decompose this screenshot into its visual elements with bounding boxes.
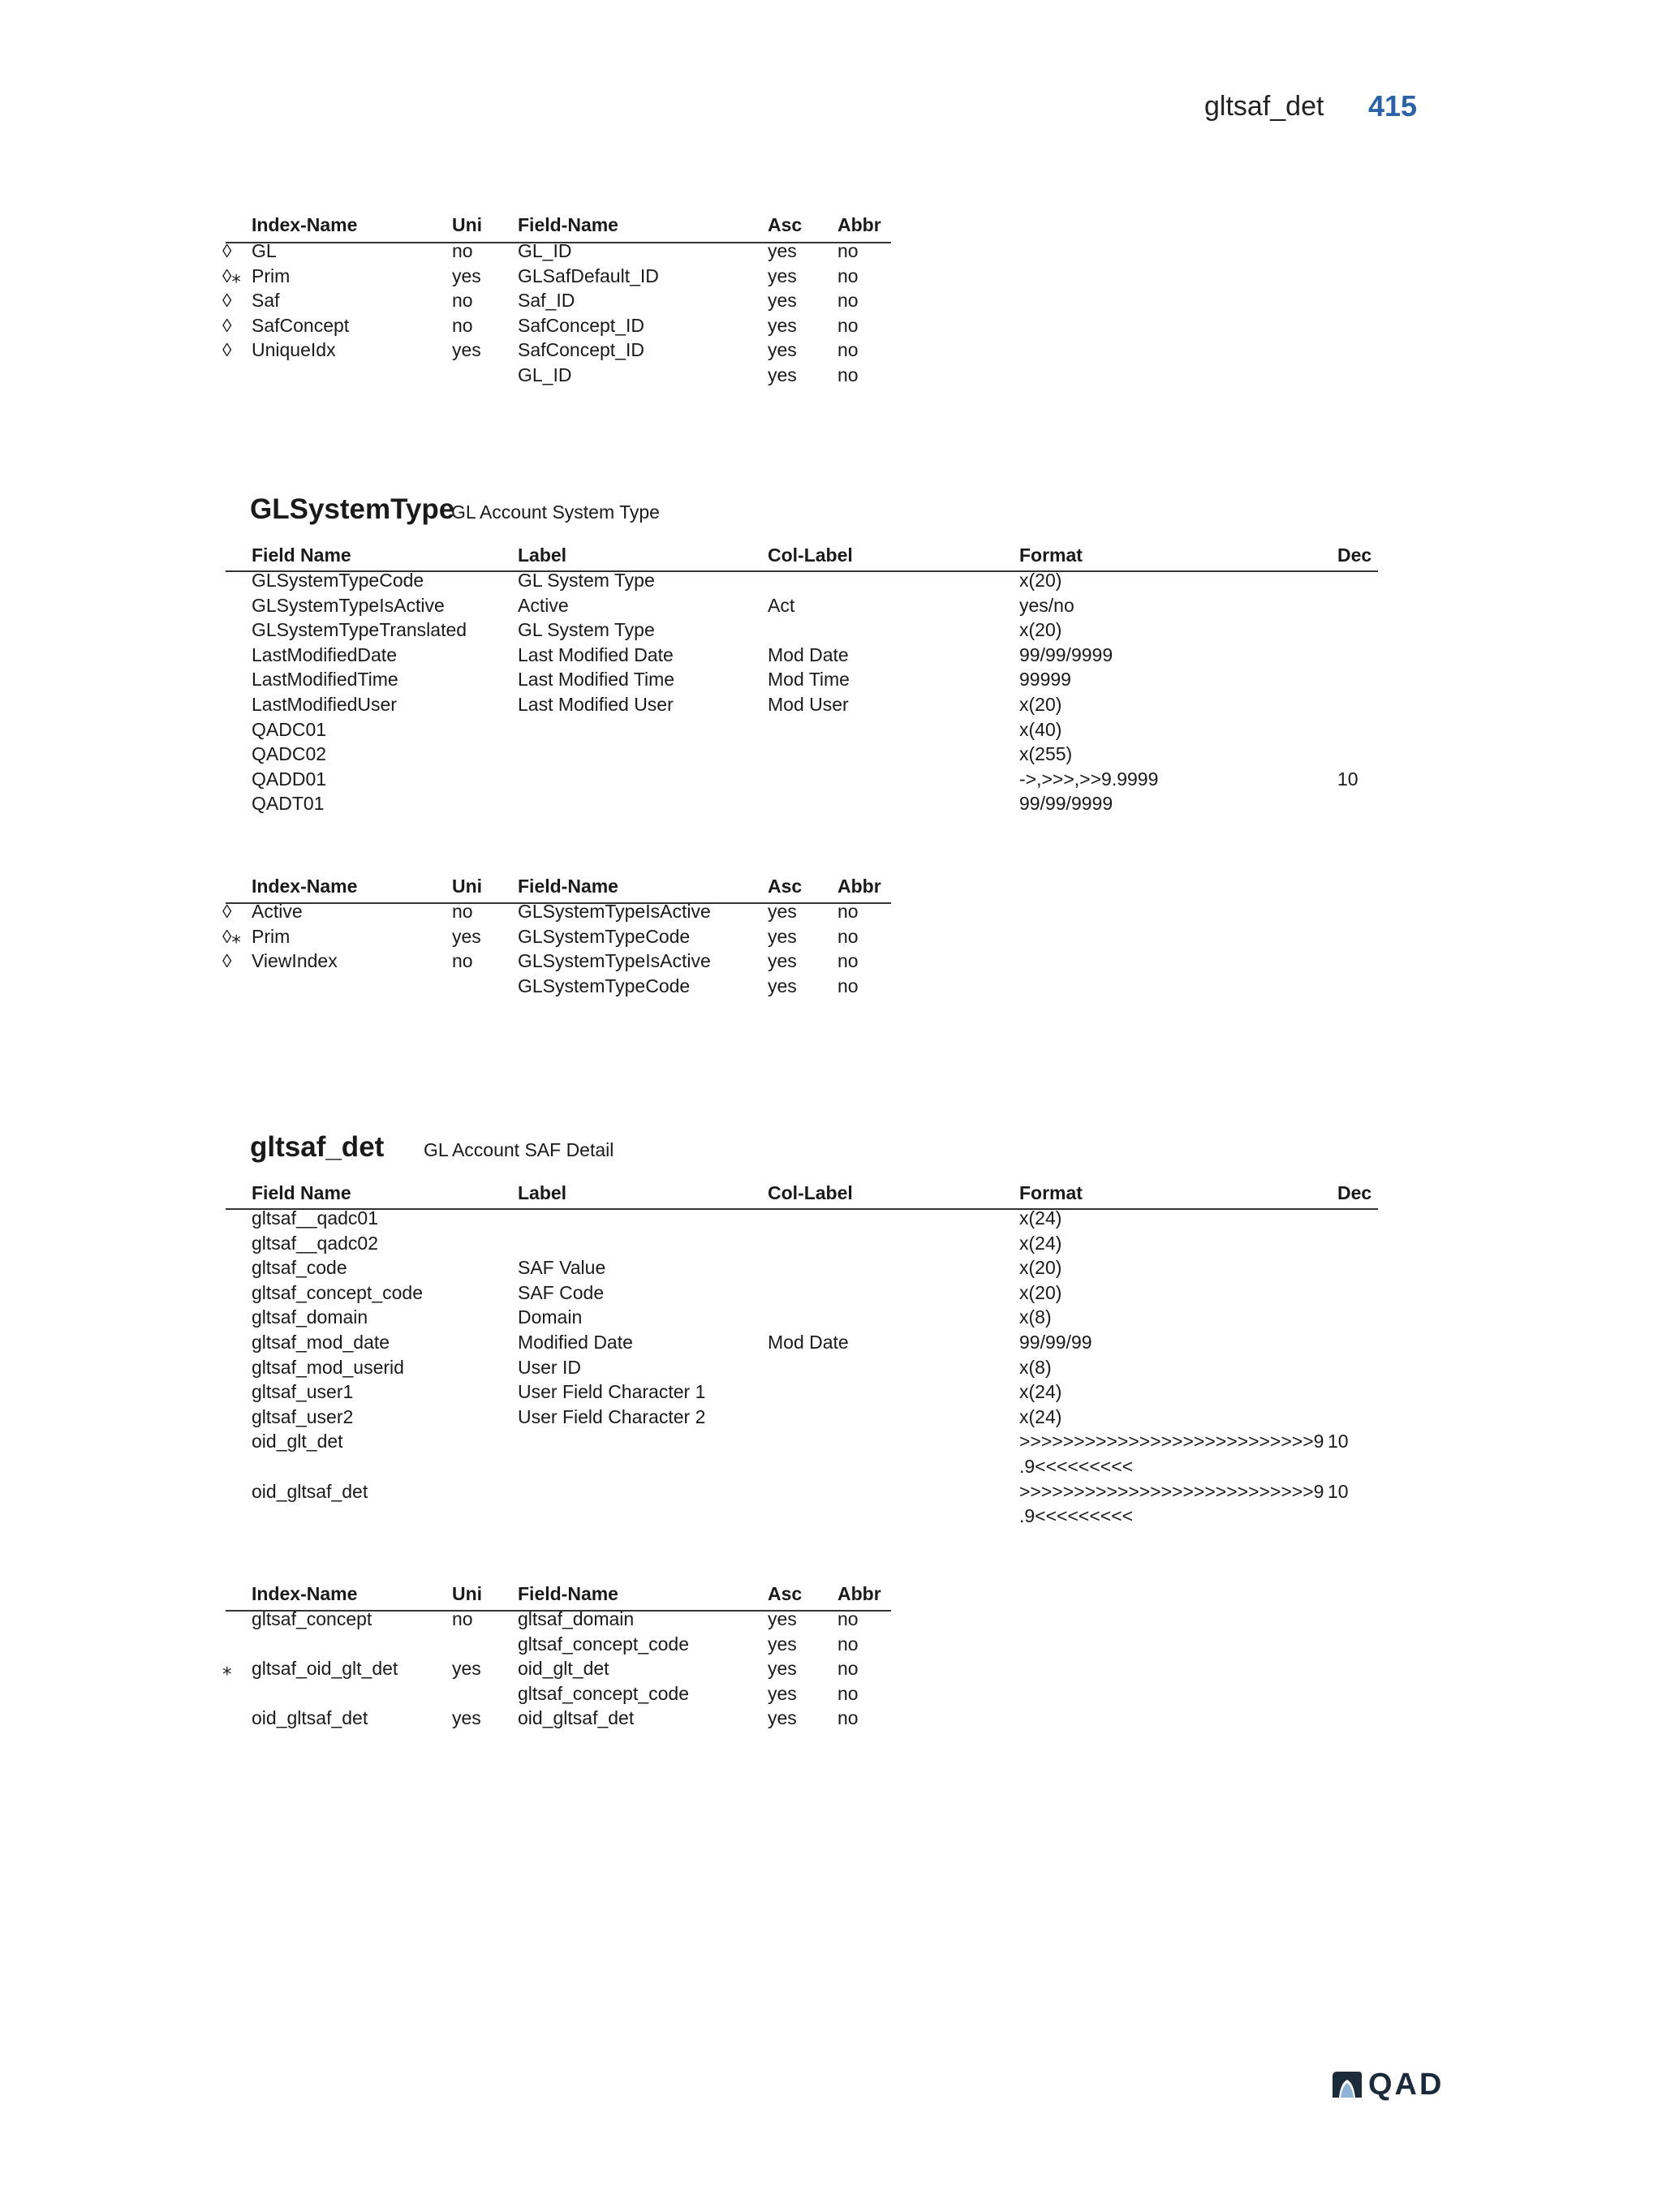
index-abbr: no [837,364,859,385]
index-abbr: no [837,290,859,312]
field-name: LastModifiedDate [252,643,397,665]
index-row [222,1656,891,1681]
field-row [226,1479,1376,1504]
index-row [226,363,891,388]
col-asc: Asc [768,1583,803,1604]
col-uni: Uni [452,876,483,897]
col-field-name: Field-Name [518,214,618,235]
field-name: oid_glt_det [252,1431,343,1452]
field-label: Domain [518,1306,583,1328]
field-col-label: Act [768,594,795,616]
index-row [226,1632,891,1657]
index-asc: yes [768,1707,797,1729]
index-name: gltsaf_concept [252,1608,372,1629]
field-format: x(20) [1019,1257,1062,1279]
field-name: gltsaf_code [252,1257,347,1279]
index-asc: yes [768,925,797,947]
field-row [226,791,1376,816]
index-field-name: GL_ID [518,364,572,385]
index-abbr: no [837,265,859,286]
field-row [226,1429,1376,1454]
index-abbr: no [837,1633,859,1655]
index-unique: no [452,240,473,261]
index-field-name: oid_glt_det [518,1658,609,1680]
index-row [226,1607,891,1632]
index-row [222,313,891,338]
field-format: x(20) [1019,1281,1062,1303]
field-name: gltsaf_mod_userid [252,1356,404,1378]
index-asc: yes [768,1682,797,1704]
field-label: Modified Date [518,1331,633,1353]
index-name: oid_gltsaf_det [252,1707,368,1729]
field-dec: 10 [1328,1480,1349,1502]
field-format: x(8) [1019,1306,1052,1328]
field-row [226,1305,1376,1330]
field-table-glsystemtype-body [226,568,1376,816]
index-marker: ◊ [222,339,232,361]
field-table-header [226,543,1376,568]
field-label: Active [518,594,569,616]
field-table-gltsaf-det-body [226,1206,1376,1529]
field-format: x(24) [1019,1381,1062,1403]
index-name: Prim [252,265,291,286]
field-name: oid_gltsaf_det [252,1480,368,1502]
field-format-continuation: .9<<<<<<<<< [1019,1455,1134,1477]
index-abbr: no [837,901,859,922]
field-name: QADC02 [252,743,327,765]
table-desc-gltsaf-det: GL Account SAF Detail [424,1139,614,1160]
index-row [222,239,891,264]
index-abbr: no [837,925,859,947]
index-row [226,974,891,999]
field-label: Last Modified User [518,693,674,715]
field-name: GLSystemTypeCode [252,570,424,591]
field-row [226,1280,1376,1306]
index-table-header [226,874,891,899]
field-name: LastModifiedTime [252,669,398,691]
field-format-continuation: .9<<<<<<<<< [1019,1505,1134,1527]
index-unique: no [452,314,473,336]
col-abbr: Abbr [837,876,881,897]
index-abbr: no [837,314,859,336]
index-marker: ◊ [222,950,232,972]
index-field-name: gltsaf_domain [518,1608,635,1629]
field-format: 99/99/9999 [1019,793,1113,815]
index-marker: ◊ [222,290,232,312]
index-unique: yes [452,1658,481,1680]
field-label: Last Modified Time [518,669,675,691]
field-dec: 10 [1337,768,1358,790]
field-name: QADT01 [252,793,325,815]
index-table-header [226,1582,891,1607]
index-asc: yes [768,975,797,996]
col-format: Format [1019,1182,1083,1203]
field-row [226,667,1376,692]
index-table-glsystemtype [226,874,891,899]
index-abbr: no [837,1608,859,1629]
col-dec: Dec [1337,544,1372,566]
index-abbr: no [837,950,859,972]
index-field-name: SafConcept_ID [518,339,644,361]
table-title-glsystemtype: GLSystemType [250,493,455,525]
field-format: x(40) [1019,718,1062,740]
index-field-name: GLSystemTypeCode [518,925,691,947]
field-row [226,643,1376,668]
col-abbr: Abbr [837,214,881,235]
field-name: GLSystemTypeIsActive [252,594,445,616]
qad-logo [1331,2069,1444,2100]
field-row [226,1255,1376,1280]
col-index-name: Index-Name [252,214,358,235]
field-format: >>>>>>>>>>>>>>>>>>>>>>>>>>>9 [1019,1431,1324,1452]
index-asc: yes [768,240,797,261]
index-unique: yes [452,339,481,361]
field-format: x(255) [1019,743,1073,765]
col-format: Format [1019,544,1083,566]
col-dec: Dec [1337,1182,1372,1203]
index-table-glsystemtype-body [222,899,891,998]
index-table-header [226,213,891,238]
field-name: gltsaf_domain [252,1306,368,1328]
col-index-name: Index-Name [252,1583,358,1604]
col-label: Label [518,544,567,566]
field-row [226,717,1376,742]
field-label: SAF Code [518,1281,605,1303]
field-format: x(20) [1019,570,1062,591]
field-label: User Field Character 2 [518,1405,706,1427]
field-name: gltsaf_user2 [252,1405,354,1427]
index-name: Prim [252,925,291,947]
field-dec: 10 [1328,1431,1349,1452]
index-field-name: GLSystemTypeIsActive [518,950,711,972]
field-name: gltsaf__qadc01 [252,1207,379,1229]
index-marker: ◊ [222,314,232,336]
field-label: User ID [518,1356,581,1378]
field-row [226,1355,1376,1380]
index-abbr: no [837,1658,859,1680]
field-format: >>>>>>>>>>>>>>>>>>>>>>>>>>>9 [1019,1480,1324,1502]
field-name: GLSystemTypeTranslated [252,619,467,641]
index-name: SafConcept [252,314,350,336]
field-name: QADC01 [252,718,327,740]
field-format: ->,>>>,>>9.9999 [1019,768,1159,790]
field-format: x(24) [1019,1207,1062,1229]
index-field-name: GL_ID [518,240,572,261]
index-field-name: GLSafDefault_ID [518,265,659,286]
index-row [226,1706,891,1731]
index-row [222,264,891,289]
col-uni: Uni [452,1583,483,1604]
index-name: Active [252,901,303,922]
index-table-gltsaf-det-body [222,1607,891,1731]
field-col-label: Mod Date [768,1331,849,1353]
index-unique: no [452,950,473,972]
index-table-gl-body [222,239,891,388]
index-marker: ◊ [222,901,232,922]
field-label: GL System Type [518,570,655,591]
field-label: Last Modified Date [518,643,674,665]
col-label: Label [518,1182,567,1203]
index-abbr: no [837,1682,859,1704]
field-row [226,742,1376,767]
field-table-glsystemtype [226,543,1376,568]
field-name: gltsaf_user1 [252,1381,354,1403]
index-asc: yes [768,339,797,361]
index-name: ViewIndex [252,950,338,972]
field-row [226,692,1376,717]
index-asc: yes [768,1658,797,1680]
index-asc: yes [768,265,797,286]
index-table-gltsaf-det [226,1582,891,1607]
index-name: GL [252,240,277,261]
field-row [226,1206,1376,1231]
index-field-name: oid_gltsaf_det [518,1707,635,1729]
field-name: QADD01 [252,768,327,790]
index-row [222,899,891,924]
field-table-gltsaf-det [226,1181,1376,1206]
index-field-name: gltsaf_concept_code [518,1633,689,1655]
col-uni: Uni [452,214,483,235]
index-field-name: SafConcept_ID [518,314,644,336]
index-name: UniqueIdx [252,339,336,361]
index-table-gl [226,213,891,238]
col-field-name: Field Name [252,1182,351,1203]
index-row [222,924,891,949]
field-label: SAF Value [518,1257,606,1279]
index-row [226,1681,891,1706]
field-format: 99/99/99 [1019,1331,1092,1353]
running-title: gltsaf_det [1204,91,1324,122]
qad-logo-text: QAD [1368,2067,1445,2102]
index-row [222,288,891,313]
field-name: gltsaf_concept_code [252,1281,423,1303]
index-name: gltsaf_oid_glt_det [252,1658,398,1680]
field-format: x(24) [1019,1405,1062,1427]
field-row [226,618,1376,643]
index-marker: ⁎ [222,1658,232,1680]
field-row [226,1379,1376,1405]
table-desc-glsystemtype: GL Account System Type [451,501,660,523]
index-row [222,949,891,974]
index-field-name: GLSystemTypeCode [518,975,691,996]
index-unique: yes [452,1707,481,1729]
index-marker: ◊⁎ [222,265,241,286]
field-format: x(20) [1019,619,1062,641]
table-title-gltsaf-det: gltsaf_det [250,1131,385,1163]
index-asc: yes [768,950,797,972]
col-asc: Asc [768,876,803,897]
col-abbr: Abbr [837,1583,881,1604]
field-row-continuation [226,1504,1376,1529]
index-field-name: Saf_ID [518,290,575,312]
index-unique: yes [452,265,481,286]
field-format: x(8) [1019,1356,1052,1378]
col-col-label: Col-Label [768,544,853,566]
index-abbr: no [837,339,859,361]
index-asc: yes [768,314,797,336]
col-asc: Asc [768,214,803,235]
index-abbr: no [837,240,859,261]
index-name: Saf [252,290,280,312]
field-row [226,1231,1376,1256]
index-abbr: no [837,1707,859,1729]
field-row [226,593,1376,618]
field-col-label: Mod User [768,693,849,715]
field-label: GL System Type [518,619,655,641]
index-asc: yes [768,1633,797,1655]
field-name: gltsaf__qadc02 [252,1232,379,1254]
page-number: 415 [1368,89,1418,123]
index-field-name: gltsaf_concept_code [518,1682,689,1704]
col-col-label: Col-Label [768,1182,853,1203]
field-format: x(20) [1019,693,1062,715]
field-format: 99/99/9999 [1019,643,1113,665]
index-asc: yes [768,901,797,922]
index-marker: ◊ [222,240,232,261]
index-unique: no [452,290,473,312]
field-name: gltsaf_mod_date [252,1331,390,1353]
index-asc: yes [768,1608,797,1629]
field-format: 99999 [1019,669,1071,691]
index-unique: no [452,901,473,922]
col-index-name: Index-Name [252,876,358,897]
field-name: LastModifiedUser [252,693,397,715]
index-asc: yes [768,364,797,385]
index-abbr: no [837,975,859,996]
index-unique: yes [452,925,481,947]
field-row [226,1330,1376,1355]
field-table-header [226,1181,1376,1206]
field-row-continuation [226,1454,1376,1479]
field-row [226,767,1376,792]
col-field-name: Field-Name [518,876,618,897]
index-asc: yes [768,290,797,312]
index-marker: ◊⁎ [222,925,241,947]
field-col-label: Mod Time [768,669,850,691]
field-label: User Field Character 1 [518,1381,706,1403]
col-field-name: Field-Name [518,1583,618,1604]
index-field-name: GLSystemTypeIsActive [518,901,711,922]
col-field-name: Field Name [252,544,351,566]
field-col-label: Mod Date [768,643,849,665]
field-format: yes/no [1019,594,1074,616]
index-unique: no [452,1608,473,1629]
index-row [222,338,891,363]
qad-logo-icon [1331,2070,1363,2099]
field-row [226,1405,1376,1430]
field-format: x(24) [1019,1232,1062,1254]
field-row [226,568,1376,593]
